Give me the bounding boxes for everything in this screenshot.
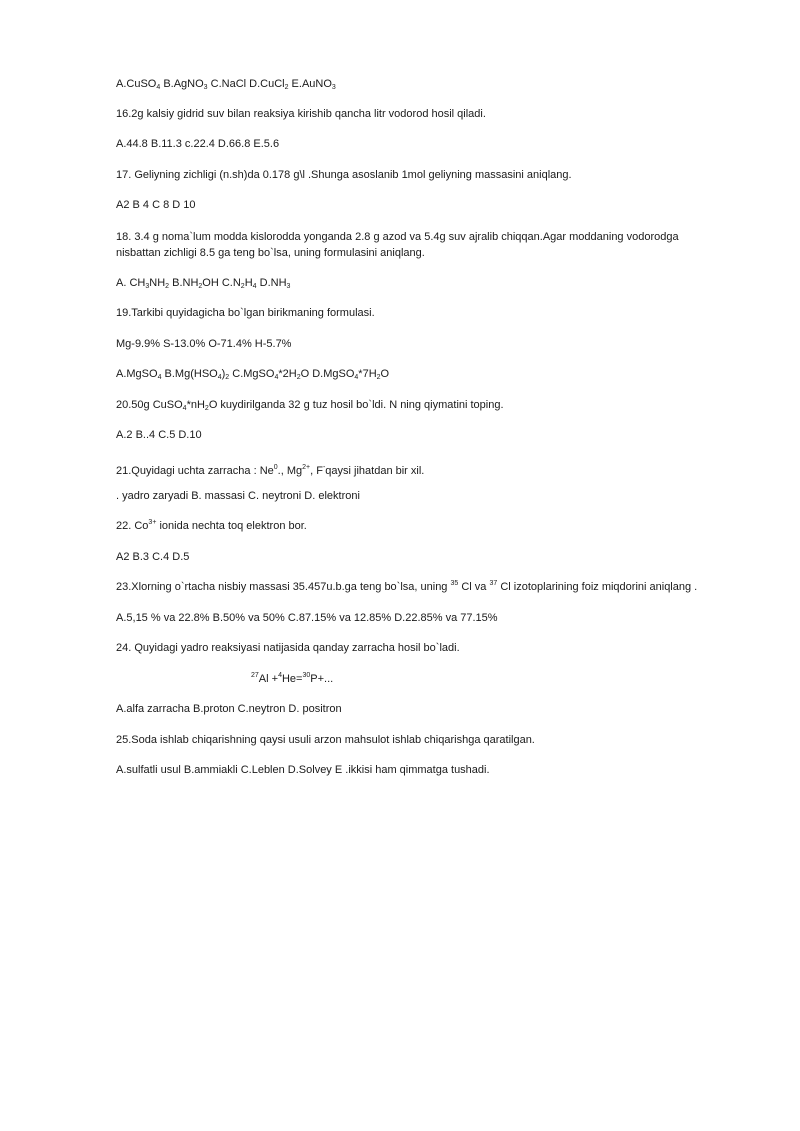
q24-question: 24. Quyidagi yadro reaksiyasi natijasida qanday zarracha hosil bo`ladi.	[116, 642, 460, 654]
q19-composition: Mg-9.9% S-13.0% O-71.4% H-5.7%	[116, 338, 292, 350]
q18-options: A. $CH_3NH_2$ $B.NH_2OH$ $C.N_2H_4$ $D.NH_3$	[116, 277, 291, 290]
q22-question: 22. $Co^{3+}$ ionida nechta toq elektron bor.	[116, 519, 307, 532]
q24-options: A.alfa zarracha B.proton C.neytron D. positron	[116, 703, 342, 715]
q20-options: A.2 B..4 C.5 D.10	[116, 429, 202, 441]
q21-question: 21.Quyidagi uchta zarracha : Ne$^0$., $Mg^{2+}$, F-qaysi jihatdan bir xil.	[116, 464, 425, 477]
q20-question: 20.50g $CuSO_4*nH_2O$ kuydirilganda 32 g tuz hosil bo`ldi. N ning qiymatini toping.	[116, 399, 504, 412]
q19-question: 19.Tarkibi quyidagicha bo`lgan birikmaning formulasi.	[116, 307, 375, 319]
q25-question: 25.Soda ishlab chiqarishning qaysi usuli arzon mahsulot ishlab chiqarishga qaratilgan.	[116, 734, 535, 746]
q16-options: A.44.8 B.11.3 c.22.4 D.66.8 E.5.6	[116, 138, 280, 150]
q23-question: 23.Xlorning o`rtacha nisbiy massasi 35.457u.b.ga teng bo`lsa, uning $^{35}$ Cl va $^{37}$ Cl izotoplarining foiz miqdorini aniqlang .	[116, 580, 698, 593]
q18-question: 18. 3.4 g noma`lum modda kislorodda yonganda 2.8 g azod va 5.4g suv ajralib chiqqan.Agar moddaning vodorodga nisbattan zichligi 8.5 ga teng bo`lsa, uning formulasini aniqlang.	[116, 231, 679, 259]
q24-reaction: $^{27}$Al +$^4$He=$^{30}$P+...	[251, 672, 334, 685]
q17-options: A2 B 4 C 8 D 10	[116, 199, 196, 211]
q15-options: A.CuSO$_4$ B.AgNO$_3$ C.NaCl D.CuCl$_2$ E.AuNO$_3$	[116, 78, 336, 91]
q17-question: 17. Geliyning zichligi (n.sh)da 0.178 g\l .Shunga asoslanib 1mol geliyning massasini aniqlang.	[116, 169, 572, 181]
q16-question: 16.2g kalsiy gidrid suv bilan reaksiya kirishib qancha litr vodorod hosil qiladi.	[116, 108, 486, 120]
q23-options: A.5,15 % va 22.8% B.50% va 50% C.87.15% va 12.85% D.22.85% va 77.15%	[116, 612, 498, 624]
q22-options: A2 B.3 C.4 D.5	[116, 551, 190, 563]
q25-options: A.sulfatli usul B.ammiakli C.Leblen D.Solvey E .ikkisi ham qimmatga tushadi.	[116, 764, 490, 776]
q21-options: . yadro zaryadi B. massasi C. neytroni D. elektroni	[116, 490, 360, 502]
q19-options: A.MgSO$_4$ $B.Mg(HSO_4)_2$ $C.MgSO_4*2H_2O$ $D.MgSO_4*7H_2O$	[116, 368, 390, 381]
